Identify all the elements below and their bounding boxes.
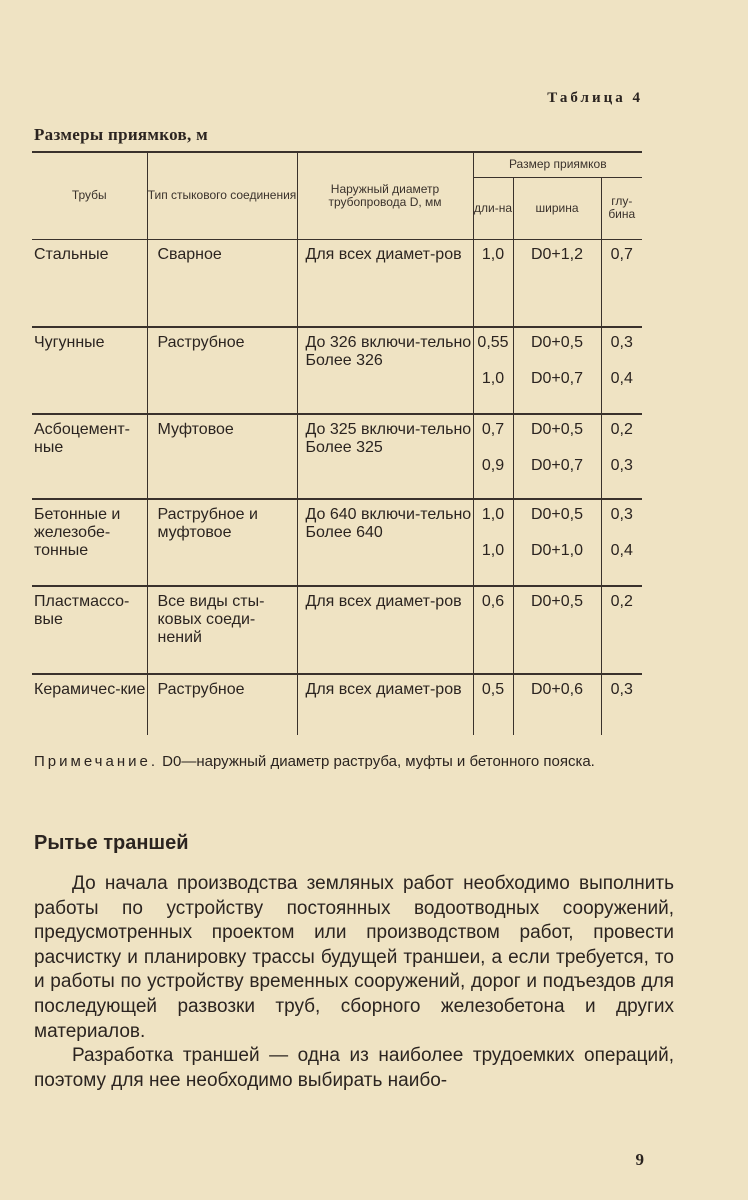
- value: 0,6: [481, 593, 505, 610]
- cell-depth: [601, 414, 642, 499]
- cell-diameter: [297, 674, 473, 735]
- value: 0,3: [610, 334, 633, 351]
- table-row: [32, 327, 642, 414]
- header-pit-size: Размер приямков: [473, 152, 642, 177]
- table-number: Таблица 4: [547, 90, 643, 106]
- value: 0,4: [610, 542, 633, 559]
- value: D0+0,5: [530, 593, 584, 610]
- diameter-line: Для всех диамет-ров: [305, 245, 462, 263]
- cell-diameter: [297, 414, 473, 499]
- value: D0+1,0: [530, 542, 584, 559]
- cell-depth: [601, 327, 642, 414]
- value: 1,0: [481, 506, 505, 523]
- cell-pipe: Пластмассо-вые: [32, 586, 147, 674]
- cell-width: [513, 239, 601, 327]
- cell-length: [473, 586, 513, 674]
- table-row: [32, 414, 642, 499]
- table-body: [32, 239, 642, 735]
- value: D0+0,7: [530, 370, 584, 387]
- cell-diameter: [297, 327, 473, 414]
- value: 0,5: [481, 681, 505, 698]
- cell-joint: Раструбное: [147, 327, 297, 414]
- cell-length: [473, 239, 513, 327]
- value: 0,4: [610, 370, 633, 387]
- cell-width: [513, 586, 601, 674]
- table-row: [32, 674, 642, 735]
- table-title: Размеры приямков, м: [34, 125, 209, 144]
- value: 0,3: [610, 681, 633, 698]
- note-label: Примечание.: [34, 753, 158, 770]
- cell-pipe: Стальные: [32, 239, 147, 327]
- paragraph-1: До начала производства земляных работ необходимо выполнить работы по устройству постоянных водоотводных сооружений, предусмотренных проектом или производством работ, провести расчистку и планировку трассы будущей траншеи, а если требуется, то и работы по устройству временных сооружений, дорог и подъездов для последующей развозки труб, сборного железобетона и других материалов.: [34, 873, 674, 1042]
- cell-length: [473, 674, 513, 735]
- value: D0+0,5: [530, 506, 584, 523]
- table-row: [32, 499, 642, 586]
- cell-diameter: [297, 239, 473, 327]
- cell-pipe: Асбоцемент-ные: [32, 414, 147, 499]
- cell-diameter: [297, 499, 473, 586]
- cell-joint: Все виды сты-ковых соеди-нений: [147, 586, 297, 674]
- cell-width: [513, 327, 601, 414]
- value: D0+0,6: [530, 681, 584, 698]
- header-outer-diameter: Наружный диаметр трубопровода D, мм: [297, 152, 473, 239]
- value: 1,0: [481, 370, 505, 387]
- diameter-line: Для всех диамет-ров: [305, 681, 462, 698]
- page-number: 9: [635, 1150, 644, 1169]
- cell-pipe: Бетонные и железобе-тонные: [32, 499, 147, 586]
- cell-depth: [601, 499, 642, 586]
- value: 0,2: [610, 421, 633, 438]
- header-depth: глу-бина: [601, 177, 642, 239]
- value: D0+1,2: [530, 245, 584, 263]
- diameter-line: Более 640: [305, 524, 383, 541]
- value: 1,0: [481, 542, 505, 559]
- cell-joint: Сварное: [147, 239, 297, 327]
- cell-width: [513, 674, 601, 735]
- header-joint-type: Тип стыкового соединения: [147, 152, 297, 239]
- cell-width: [513, 414, 601, 499]
- cell-length: [473, 499, 513, 586]
- header-pipes: Трубы: [32, 152, 147, 239]
- cell-depth: [601, 674, 642, 735]
- table-note: [34, 752, 674, 772]
- cell-pipe: Чугунные: [32, 327, 147, 414]
- cell-pipe: Керамичес-кие: [32, 674, 147, 735]
- cell-width: [513, 499, 601, 586]
- cell-joint: Муфтовое: [147, 414, 297, 499]
- value: 0,55: [477, 334, 509, 351]
- diameter-line: До 325 включи-тельно: [305, 421, 472, 438]
- value: 0,2: [610, 593, 633, 610]
- diameter-line: Более 325: [305, 439, 383, 456]
- paragraph-2: Разработка траншей — одна из наиболее трудоемких операций, поэтому для нее необходимо выбирать наибо-: [34, 1045, 674, 1091]
- cell-joint: Раструбное и муфтовое: [147, 499, 297, 586]
- cell-diameter: [297, 586, 473, 674]
- cell-depth: [601, 239, 642, 327]
- header-length: дли-на: [473, 177, 513, 239]
- value: 0,7: [481, 421, 505, 438]
- value: D0+0,5: [530, 421, 584, 438]
- diameter-line: Более 326: [305, 352, 383, 369]
- value: D0+0,7: [530, 457, 584, 474]
- pit-sizes-table: [32, 151, 642, 735]
- cell-joint: Раструбное: [147, 674, 297, 735]
- cell-length: [473, 327, 513, 414]
- value: D0+0,5: [530, 334, 584, 351]
- value: 0,3: [610, 506, 633, 523]
- section-heading: Рытье траншей: [34, 832, 189, 854]
- value: 1,0: [481, 245, 505, 263]
- diameter-line: До 326 включи-тельно: [305, 334, 472, 351]
- value: 0,7: [610, 245, 633, 263]
- table-row: [32, 239, 642, 327]
- cell-depth: [601, 586, 642, 674]
- table-row: [32, 586, 642, 674]
- value: 0,9: [481, 457, 505, 474]
- cell-length: [473, 414, 513, 499]
- value: 0,3: [610, 457, 633, 474]
- body-text: [34, 872, 674, 1093]
- diameter-line: До 640 включи-тельно: [305, 506, 472, 523]
- diameter-line: Для всех диамет-ров: [305, 593, 462, 610]
- note-text: D0—наружный диаметр раструба, муфты и бетонного пояска.: [162, 753, 595, 770]
- header-width: ширина: [513, 177, 601, 239]
